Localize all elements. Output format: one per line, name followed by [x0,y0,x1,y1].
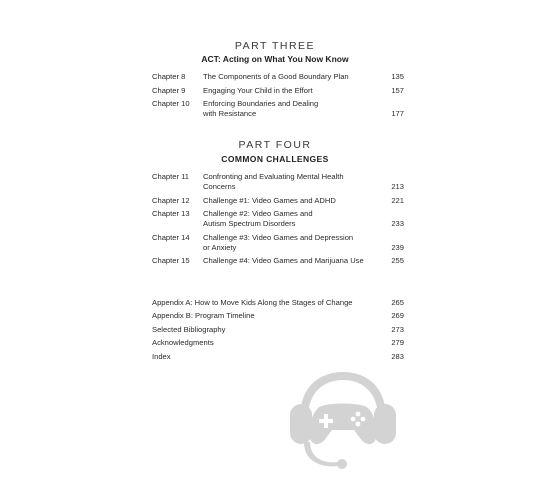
chapter-page: 157 [391,86,404,95]
chapter-number: Chapter 8 [152,72,186,81]
back-matter-page: 265 [391,298,404,307]
part-three-subtitle [0,54,550,64]
chapter-number: Chapter 11 [152,172,190,181]
part-four-heading: PART FOUR [238,139,312,151]
part-three-subtitle-lead: ACT: [201,54,221,64]
chapter-page: 221 [391,196,404,205]
part-four-subtitle: COMMON CHALLENGES [221,154,329,164]
gamer-headset-controller-icon [286,366,400,476]
chapter-number: Chapter 12 [152,196,190,205]
back-matter-page: 283 [391,352,404,361]
chapter-title: Challenge #1: Video Games and ADHD [203,196,336,205]
chapter-title: Enforcing Boundaries and Dealing [203,99,319,108]
chapter-title: Challenge #4: Video Games and Marijuana Use [203,256,364,265]
part-three-subtitle-rest: Acting on What You Now Know [220,54,349,64]
chapter-page: 135 [391,72,404,81]
chapter-title: Challenge #3: Video Games and Depression [203,233,354,242]
chapter-title: Engaging Your Child in the Effort [203,86,313,95]
back-matter-page: 273 [391,325,404,334]
chapter-title-cont: or Anxiety [203,243,237,252]
chapter-number: Chapter 15 [152,256,190,265]
back-matter-title: Acknowledgments [152,338,214,347]
chapter-page: 177 [391,109,404,118]
back-matter-title: Appendix B: Program Timeline [152,311,255,320]
chapter-page: 213 [391,182,404,191]
chapter-title-cont: with Resistance [203,109,257,118]
back-matter-page: 269 [391,311,404,320]
chapter-number: Chapter 10 [152,99,190,108]
chapter-title: Confronting and Evaluating Mental Health [203,172,344,181]
back-matter-title: Index [152,352,171,361]
back-matter-title: Appendix A: How to Move Kids Along the Stages of Change [152,298,353,307]
chapter-title: The Components of a Good Boundary Plan [203,72,349,81]
chapter-title-cont: Concerns [203,182,236,191]
chapter-number: Chapter 9 [152,86,186,95]
part-three-heading: PART THREE [234,40,316,52]
chapter-title-cont: Autism Spectrum Disorders [203,219,296,228]
chapter-page: 255 [391,256,404,265]
chapter-title: Challenge #2: Video Games and [203,209,313,218]
chapter-page: 233 [391,219,404,228]
chapter-page: 239 [391,243,404,252]
chapter-number: Chapter 14 [152,233,190,242]
back-matter-page: 279 [391,338,404,347]
back-matter-title: Selected Bibliography [152,325,226,334]
chapter-number: Chapter 13 [152,209,190,218]
